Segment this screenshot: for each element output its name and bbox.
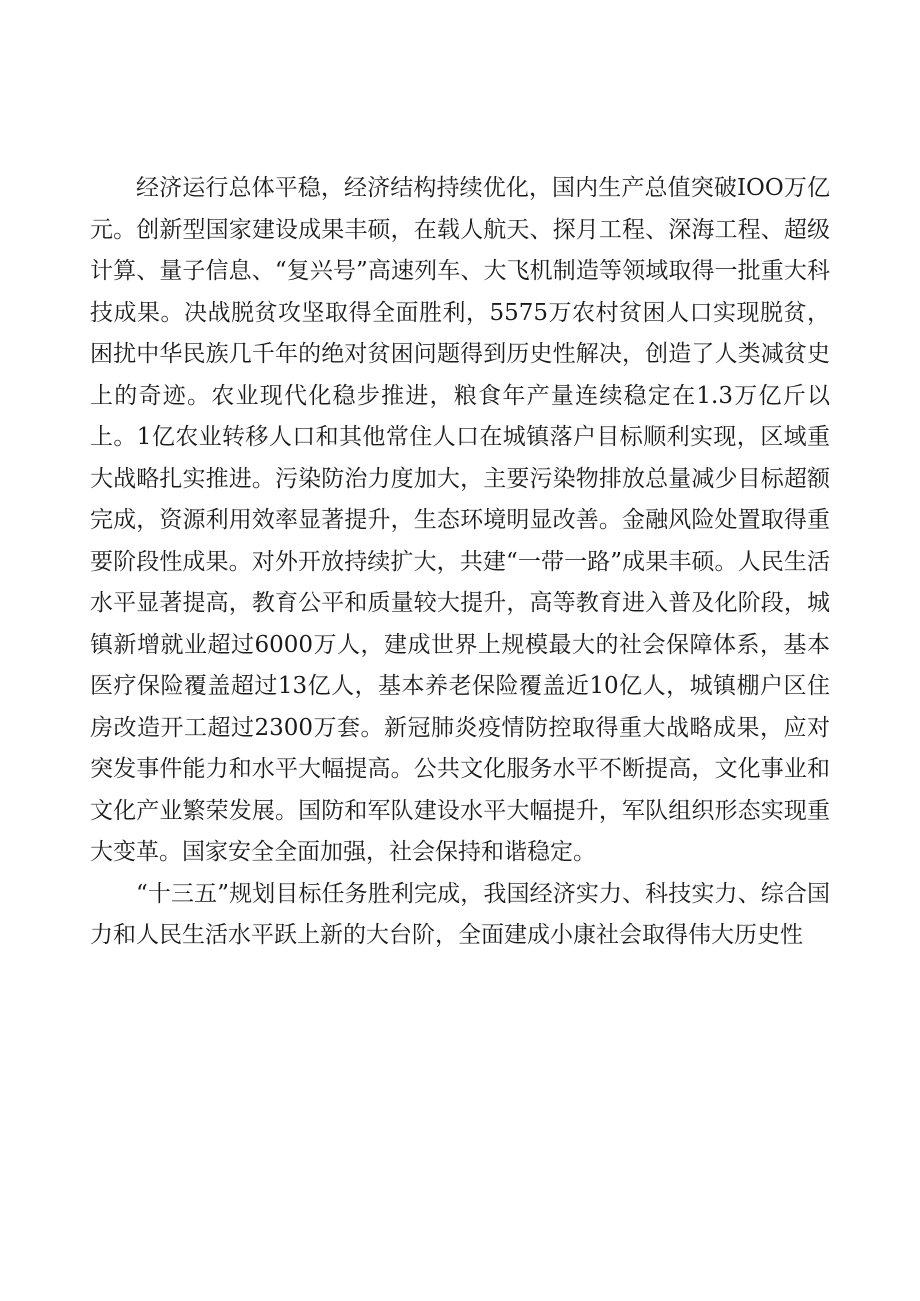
body-text [90,168,830,957]
paragraph-2: “十三五”规划目标任务胜利完成，我国经济实力、科技实力、综合国力和人民生活水平跃上新的大台阶，全面建成小康社会取得伟大历史性 [90,880,830,948]
paragraph-1: 经济运行总体平稳，经济结构持续优化，国内生产总值突破IOO万亿元。创新型国家建设成果丰硕，在载人航天、探月工程、深海工程、超级计算、量子信息、“复兴号”高速列车、大飞机制造等领域取得一批重大科技成果。决战脱贫攻坚取得全面胜利，5575万农村贫困人口实现脱贫，困扰中华民族几千年的绝对贫困问题得到历史性解决，创造了人类减贫史上的奇迹。农业现代化稳步推进，粮食年产量连续稳定在1.3万亿斤以上。1亿农业转移人口和其他常住人口在城镇落户目标顺利实现，区域重大战略扎实推进。污染防治力度加大，主要污染物排放总量减少目标超额完成，资源利用效率显著提升，生态环境明显改善。金融风险处置取得重要阶段性成果。对外开放持续扩大，共建“一带一路”成果丰硕。人民生活水平显著提高，教育公平和质量较大提升，高等教育进入普及化阶段，城镇新增就业超过6000万人，建成世界上规模最大的社会保障体系，基本医疗保险覆盖超过13亿人，基本养老保险覆盖近10亿人，城镇棚户区住房改造开工超过2300万套。新冠肺炎疫情防控取得重大战略成果，应对突发事件能力和水平大幅提高。公共文化服务水平不断提高，文化事业和文化产业繁荣发展。国防和军队建设水平大幅提升，军队组织形态实现重大变革。国家安全全面加强，社会保持和谐稳定。 [90,175,830,865]
